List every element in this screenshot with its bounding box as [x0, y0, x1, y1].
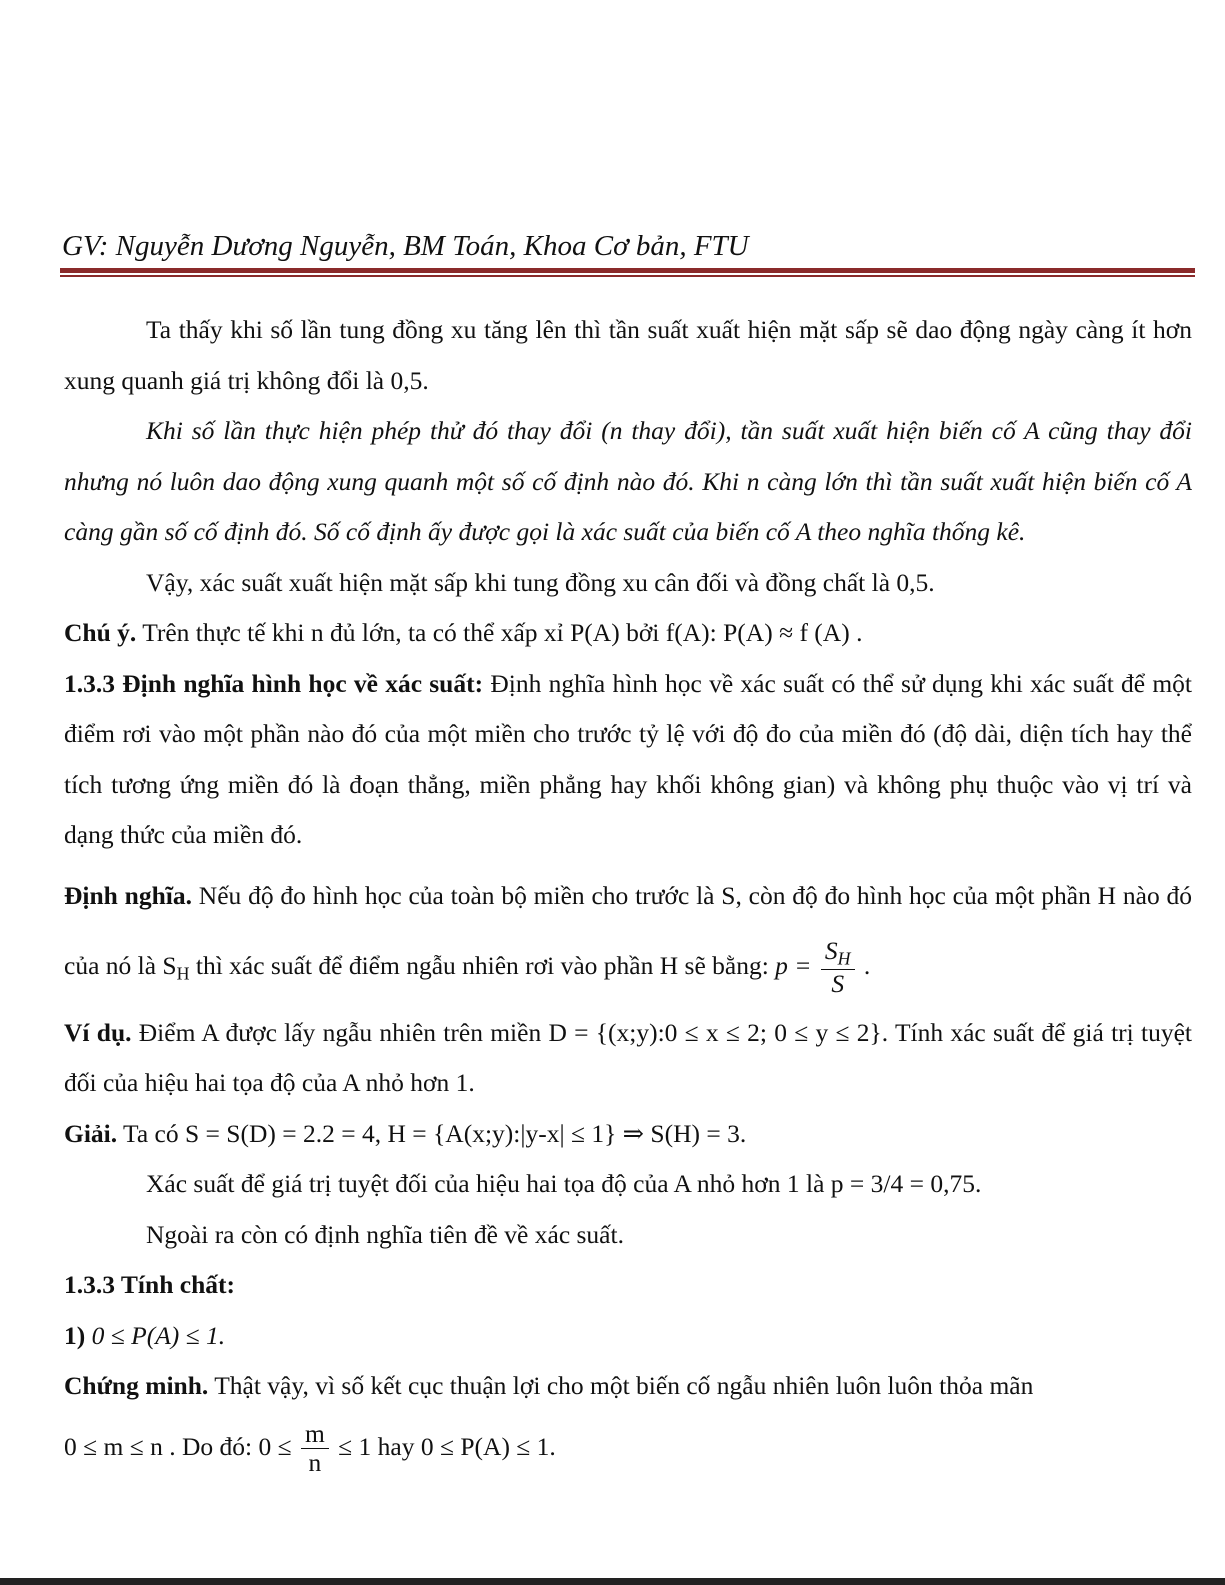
section-text: Định nghĩa hình học về xác suất có thể sử dụng khi xác suất để một điểm rơi vào một phần nào đó của một miền cho trước tỷ lệ với độ đo của miền đó (độ dài, diện tích hay thể tích tương ứng miền đó là đoạn thẳng, miền phẳng hay khối không gian) và không phụ thuộc vào vị trí và dạng thức của miền đó. — [64, 668, 1192, 849]
paragraph-1: Ta thấy khi số lần tung đồng xu tăng lên thì tần suất xuất hiện mặt sấp sẽ dao động ngày càng ít hơn xung quanh giá trị không đổi là 0,5. — [64, 315, 1192, 395]
paragraph-3: Vậy, xác suất xuất hiện mặt sấp khi tung đồng xu cân đối và đồng chất là 0,5. — [146, 567, 935, 597]
definition-end: . — [857, 950, 871, 980]
proof-line-part-1: 0 ≤ m ≤ n . Do đó: 0 ≤ — [64, 1431, 298, 1461]
proof-denominator: n — [308, 1448, 322, 1478]
example-label: Ví dụ. — [64, 1017, 132, 1047]
proof-fraction — [301, 1420, 329, 1477]
header-rule-thick — [60, 268, 1195, 273]
proof-paragraph — [64, 1361, 1192, 1412]
section-title: 1.3.3 Định nghĩa hình học về xác suất: — [64, 668, 484, 698]
example-paragraph — [64, 1008, 1192, 1109]
proof-numerator: m — [301, 1420, 329, 1449]
proof-text: Thật vậy, vì số kết cục thuận lợi cho một biến cố ngẫu nhiên luôn luôn thỏa mãn — [208, 1371, 1034, 1401]
property-1 — [64, 1311, 1192, 1362]
paragraph-result: Xác suất để giá trị tuyệt đối của hiệu hai tọa độ của A nhỏ hơn 1 là p = 3/4 = 0,75. — [146, 1169, 982, 1199]
definition-paragraph — [64, 861, 1192, 1008]
definition-subscript: H — [176, 962, 190, 983]
note-paragraph — [64, 608, 1192, 659]
definition-text-2: thì xác suất để điểm ngẫu nhiên rơi vào phần H sẽ bằng: — [189, 950, 776, 980]
page-header: GV: Nguyễn Dương Nguyễn, BM Toán, Khoa Cơ bản, FTU — [62, 230, 749, 262]
solution-paragraph — [64, 1109, 1192, 1160]
definition-text-1: Nếu độ đo hình học của toàn bộ miền cho trước là S, còn độ đo hình học của một phần H nào đó của nó là S — [64, 880, 1193, 980]
section-geometric-definition — [64, 659, 1192, 861]
example-text: Điểm A được lấy ngẫu nhiên trên miền D = {(x;y):0 ≤ x ≤ 2; 0 ≤ y ≤ 2}. Tính xác suất để giá trị tuyệt đối của hiệu hai tọa độ của A nhỏ hơn 1. — [64, 1017, 1192, 1098]
note-text: Trên thực tế khi n đủ lớn, ta có thể xấp xỉ P(A) bởi f(A): P(A) ≈ f (A) . — [136, 618, 863, 647]
page-body — [64, 305, 1192, 1482]
header-rule-thin — [60, 275, 1195, 277]
paragraph-axiomatic: Ngoài ra còn có định nghĩa tiên đề về xác suất. — [146, 1219, 624, 1249]
proof-line-part-2: ≤ 1 hay 0 ≤ P(A) ≤ 1. — [331, 1431, 556, 1461]
definition-fraction — [821, 937, 855, 998]
properties-title: 1.3.3 Tính chất: — [64, 1270, 235, 1300]
proof-formula-line — [64, 1412, 1192, 1482]
solution-label: Giải. — [64, 1118, 118, 1148]
note-label: Chú ý. — [64, 618, 137, 647]
paragraph-statistical-definition: Khi số lần thực hiện phép thử đó thay đổi (n thay đổi), tần suất xuất hiện biến cố A cũng thay đổi nhưng nó luôn dao động xung quanh một số cố định nào đó. Khi n càng lớn thì tần suất xuất hiện biến cố A càng gần số cố định đó. Số cố định ấy được gọi là xác suất của biến cố A theo nghĩa thống kê. — [64, 416, 1192, 546]
fraction-denominator: S — [831, 969, 845, 999]
solution-text: Ta có S = S(D) = 2.2 = 4, H = {A(x;y):|y-x| ≤ 1} ⇒ S(H) = 3. — [117, 1118, 747, 1148]
page-bottom-border — [0, 1578, 1225, 1585]
fraction-numerator: $S_H$ — [821, 937, 855, 970]
property-1-number: 1) — [64, 1320, 86, 1350]
definition-formula-lhs: p = — [775, 950, 818, 980]
proof-label: Chứng minh. — [64, 1371, 209, 1401]
definition-label: Định nghĩa. — [64, 880, 192, 910]
property-1-text: 0 ≤ P(A) ≤ 1. — [85, 1320, 226, 1350]
